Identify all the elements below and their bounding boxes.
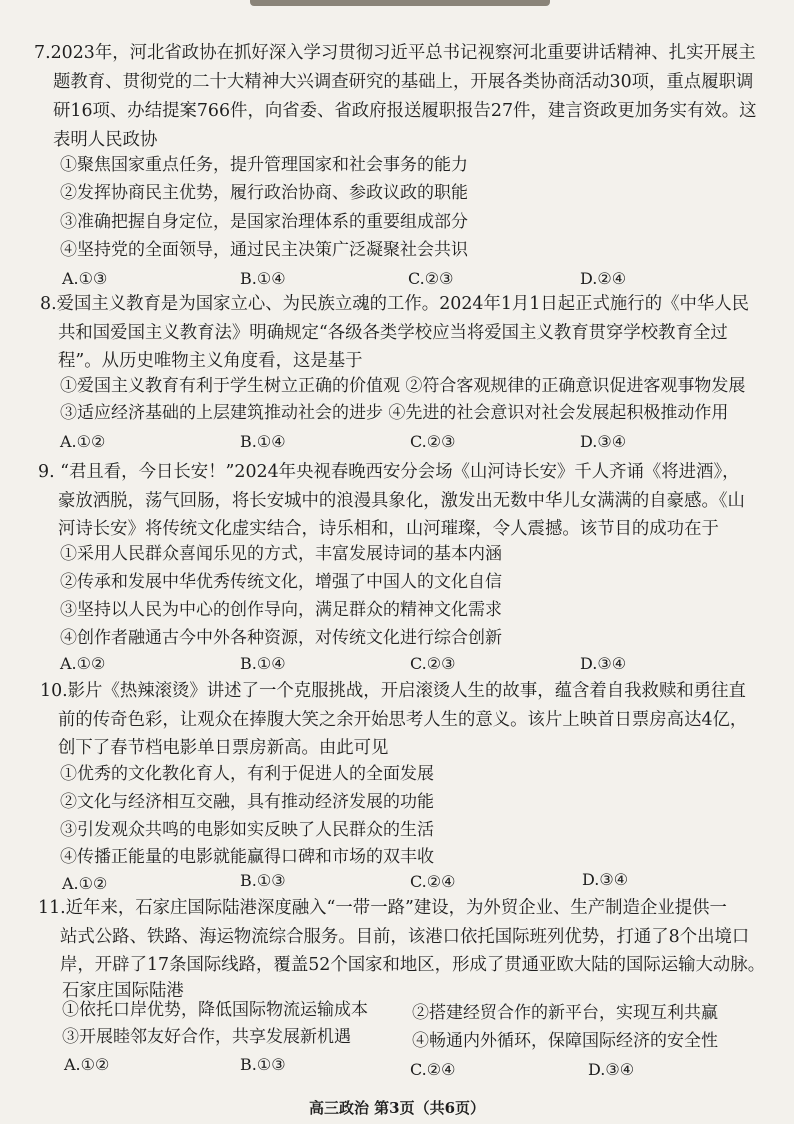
statement-3: ③引发观众共鸣的电影如实反映了人民群众的生活 [60,820,434,840]
choice-c: C.②③ [410,654,456,673]
statement-1: ①依托口岸优势，降低国际物流运输成本 [62,1000,368,1020]
statement-2: ②搭建经贸合作的新平台，实现互利共赢 [412,1003,718,1023]
choice-b: B.①④ [240,432,286,451]
statement-1: ①聚焦国家重点任务，提升管理国家和社会事务的能力 [60,155,468,175]
choice-a: A.①② [64,1055,110,1074]
question-stem-line: 10.影片《热辣滚烫》讲述了一个克服挑战，开启滚烫人生的故事，蕴含着自我救赎和勇往直 [40,681,746,701]
statement-3: ③坚持以人民为中心的创作导向，满足群众的精神文化需求 [60,600,502,620]
statement-2: ②文化与经济相互交融，具有推动经济发展的功能 [60,792,434,812]
question-stem-line: 表明人民政协 [53,130,158,150]
statement-3: ③准确把握自身定位，是国家治理体系的重要组成部分 [60,212,468,232]
choice-a: A.①③ [62,269,108,288]
choice-d: D.②④ [580,269,627,288]
choice-b: B.①④ [240,654,286,673]
choice-c: C.②④ [410,1060,456,1079]
question-stem-line: 前的传奇色彩，让观众在捧腹大笑之余开始思考人生的意义。该片上映首日票房高达4亿， [58,710,748,730]
question-stem-line: 8.爱国主义教育是为国家立心、为民族立魂的工作。2024年1月1日起正式施行的《中华人民 [40,294,750,314]
choice-d: D.③④ [580,654,627,673]
choice-d: D.③④ [588,1060,635,1079]
choice-b: B.①④ [240,269,286,288]
statement-4: ④创作者融通古今中外各种资源，对传统文化进行综合创新 [60,628,502,648]
question-stem-line: 石家庄国际陆港 [62,981,184,1001]
choice-c: C.②③ [410,432,456,451]
statement-4: ④传播正能量的电影就能赢得口碑和市场的双丰收 [60,847,434,867]
choice-d: D.③④ [580,432,627,451]
question-stem-line: 9. “君且看，今日长安！”2024年央视春晚西安分会场《山河诗长安》千人齐诵《将进酒》， [38,462,740,482]
question-stem-line: 题教育、贯彻党的二十大精神大兴调查研究的基础上，开展各类协商活动30项，重点履职调 [53,72,754,92]
choice-a: A.①② [62,874,108,893]
choice-b: B.①③ [240,1055,286,1074]
page-footer: 高三政治 第3页（共6页） [308,1099,486,1117]
question-stem-line: 创下了春节档电影单日票房新高。由此可见 [58,738,389,758]
question-stem-line: 豪放洒脱，荡气回肠，将长安城中的浪漫具象化，激发出无数中华儿女满满的自豪感。《山 [58,491,745,511]
statement-row-2: ③适应经济基础的上层建筑推动社会的进步 ④先进的社会意识对社会发展起积极推动作用 [60,403,729,423]
choice-d: D.③④ [582,870,629,889]
statement-3: ③开展睦邻友好合作，共享发展新机遇 [62,1027,351,1047]
choice-c: C.②③ [408,269,454,288]
statement-row-1: ①爱国主义教育有利于学生树立正确的价值观 ②符合客观规律的正确意识促进客观事物发展 [60,376,746,396]
statement-2: ②传承和发展中华优秀传统文化，增强了中国人的文化自信 [60,572,502,592]
choice-c: C.②④ [410,872,456,891]
question-stem-line: 站式公路、铁路、海运物流综合服务。目前，该港口依托国际班列优势，打通了8个出境口 [60,927,750,947]
statement-4: ④坚持党的全面领导，通过民主决策广泛凝聚社会共识 [60,240,468,260]
question-stem-line: 11.近年来，石家庄国际陆港深度融入“一带一路”建设，为外贸企业、生产制造企业提供一 [38,898,727,918]
statement-4: ④畅通内外循环，保障国际经济的安全性 [412,1031,718,1051]
question-stem-line: 程”。从历史唯物主义角度看，这是基于 [58,351,363,371]
statement-1: ①采用人民群众喜闻乐见的方式，丰富发展诗词的基本内涵 [60,544,502,564]
question-stem-line: 河诗长安》将传统文化虚实结合，诗乐相和，山河璀璨，令人震撼。该节目的成功在于 [58,519,719,539]
statement-2: ②发挥协商民主优势，履行政治协商、参政议政的职能 [60,183,468,203]
question-stem-line: 研16项、办结提案766件，向省委、省政府报送履职报告27件，建言资政更加务实有效。这 [53,101,757,121]
scan-edge-shadow [250,0,550,6]
question-stem-line: 岸，开辟了17条国际线路，覆盖52个国家和地区，形成了贯通亚欧大陆的国际运输大动脉。 [60,955,766,975]
choice-b: B.①③ [240,871,286,890]
choice-a: A.①② [60,432,106,451]
question-stem-line: 7.2023年，河北省政协在抓好深入学习贯彻习近平总书记视察河北重要讲话精神、扎实开展主 [34,43,756,63]
statement-1: ①优秀的文化教化育人，有利于促进人的全面发展 [60,764,434,784]
choice-a: A.①② [60,654,106,673]
question-stem-line: 共和国爱国主义教育法》明确规定“各级各类学校应当将爱国主义教育贯穿学校教育全过 [58,323,728,343]
